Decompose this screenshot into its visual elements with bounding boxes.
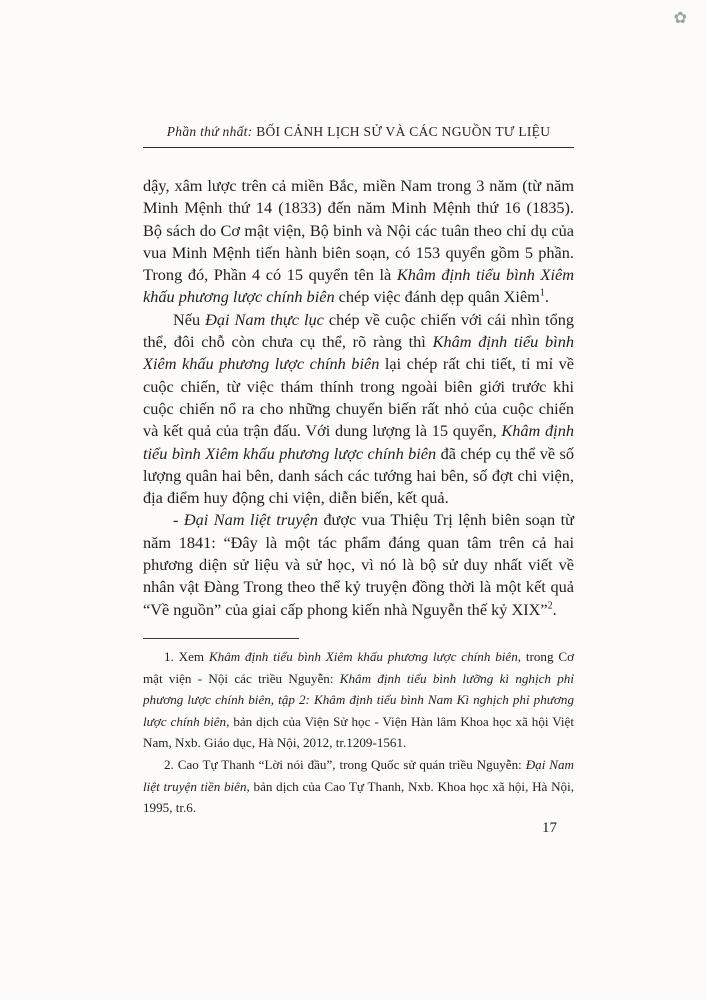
paragraph-1 bbox=[143, 175, 574, 309]
text-segment: Nếu bbox=[173, 309, 206, 329]
text-segment: 1. Xem bbox=[164, 648, 209, 664]
footnote-reference-2: 2 bbox=[547, 600, 553, 612]
footnote-separator-rule bbox=[143, 638, 299, 639]
footnote-2 bbox=[143, 754, 574, 819]
text-segment: chép việc đánh dẹp quân Xiêm bbox=[334, 287, 540, 307]
running-header-title: BỐI CẢNH LỊCH SỬ VÀ CÁC NGUỒN TƯ LIỆU bbox=[256, 124, 551, 139]
book-title-italic: Khâm định tiểu bình Xiêm khấu phương lược chính biên bbox=[143, 265, 575, 307]
paragraph-3 bbox=[143, 509, 574, 620]
header-rule bbox=[143, 147, 574, 148]
text-segment: . bbox=[544, 287, 549, 307]
book-title-italic: Đại Nam liệt truyện tiền biên bbox=[143, 756, 574, 794]
text-segment: dậy, xâm lược trên cả miền Bắc, miền Nam trong 3 năm (từ năm Minh Mệnh thứ 14 (1833) đến năm Minh Mệnh thứ 16 (1835). Bộ sách do Cơ mật viện, Bộ binh và Nội các tuân theo chỉ dụ của vua Minh Mệnh tiến hành biên soạn, có 153 quyển gồm 5 phần. Trong đó, Phần 4 có 15 quyển tên là bbox=[143, 176, 574, 285]
text-segment: lại chép rất chi tiết, tỉ mỉ về cuộc chiến, từ việc thám thính trong ngoài biên giới trước khi cuộc chiến nổ ra cho những chuyển biến rất nhỏ của cuộc chiến và kết quả của trận đấu. Với dung lượng là 15 quyển, bbox=[143, 354, 575, 441]
page-number: 17 bbox=[542, 820, 557, 836]
text-segment: - bbox=[173, 510, 184, 530]
text-segment: chép về cuộc chiến với cái nhìn tổng thể, đôi chỗ còn chưa cụ thể, rõ ràng thì bbox=[143, 309, 574, 352]
text-segment: , bản dịch của Cao Tự Thanh, Nxb. Khoa học xã hội, Hà Nội, 1995, tr.6. bbox=[143, 778, 574, 816]
running-header-part: Phần thứ nhất: bbox=[166, 124, 257, 139]
book-title-italic: Khâm định tiểu bình Xiêm khấu phương lược chính biên bbox=[143, 332, 574, 374]
footnote-reference-1: 1 bbox=[539, 288, 545, 300]
text-segment: đã chép cụ thể về số lượng quân hai bên, danh sách các tướng hai bên, số đợt chi viện, địa điểm huy động chi viện, diễn biến, kết quả. bbox=[143, 443, 575, 508]
body-text bbox=[143, 175, 574, 621]
footnotes-section bbox=[143, 646, 574, 819]
flower-ornament-icon: ✿ bbox=[673, 10, 687, 27]
book-title-italic: Đại Nam liệt truyện bbox=[183, 510, 318, 530]
book-title-italic: Đại Nam thực lục bbox=[205, 309, 324, 329]
text-segment: được vua Thiệu Trị lệnh biên soạn từ năm 1841: “Đây là một tác phẩm đáng quan tâm trên cả hai phương diện sử liệu và sử học, vì nó là bộ sử duy nhất viết về nhân vật Đàng Trong theo thể kỷ truyện đồng thời là một kết quả “Về nguồn” của giai cấp phong kiến nhà Nguyễn thế kỷ XIX” bbox=[143, 510, 574, 619]
text-segment: , bản dịch của Viện Sử học - Viện Hàn lâm Khoa học xã hội Việt Nam, Nxb. Giáo dục, Hà Nội, 2012, tr.1209-1561. bbox=[143, 713, 574, 751]
text-segment: . bbox=[552, 599, 557, 619]
page-content bbox=[143, 124, 574, 819]
paragraph-2 bbox=[143, 309, 574, 510]
footnote-1 bbox=[143, 646, 574, 754]
running-header bbox=[143, 124, 574, 140]
book-title-italic: Khâm định tiểu bình Xiêm khấu phương lược chính biên bbox=[208, 648, 518, 664]
book-title-italic: Khâm định tiểu bình lưỡng kì nghịch phỉ phương lược chính biên, tập 2: Khâm định tiểu bình Nam Kì nghịch phỉ phương lược chính biên bbox=[143, 670, 574, 729]
text-segment: , trong Cơ mật viện - Nội các triều Nguyễn: bbox=[143, 648, 574, 686]
text-segment: 2. Cao Tự Thanh “Lời nói đầu”, trong Quốc sử quán triều Nguyễn: bbox=[164, 756, 526, 772]
book-title-italic: Khâm định tiểu bình Xiêm khấu phương lược chính biên bbox=[143, 421, 574, 463]
